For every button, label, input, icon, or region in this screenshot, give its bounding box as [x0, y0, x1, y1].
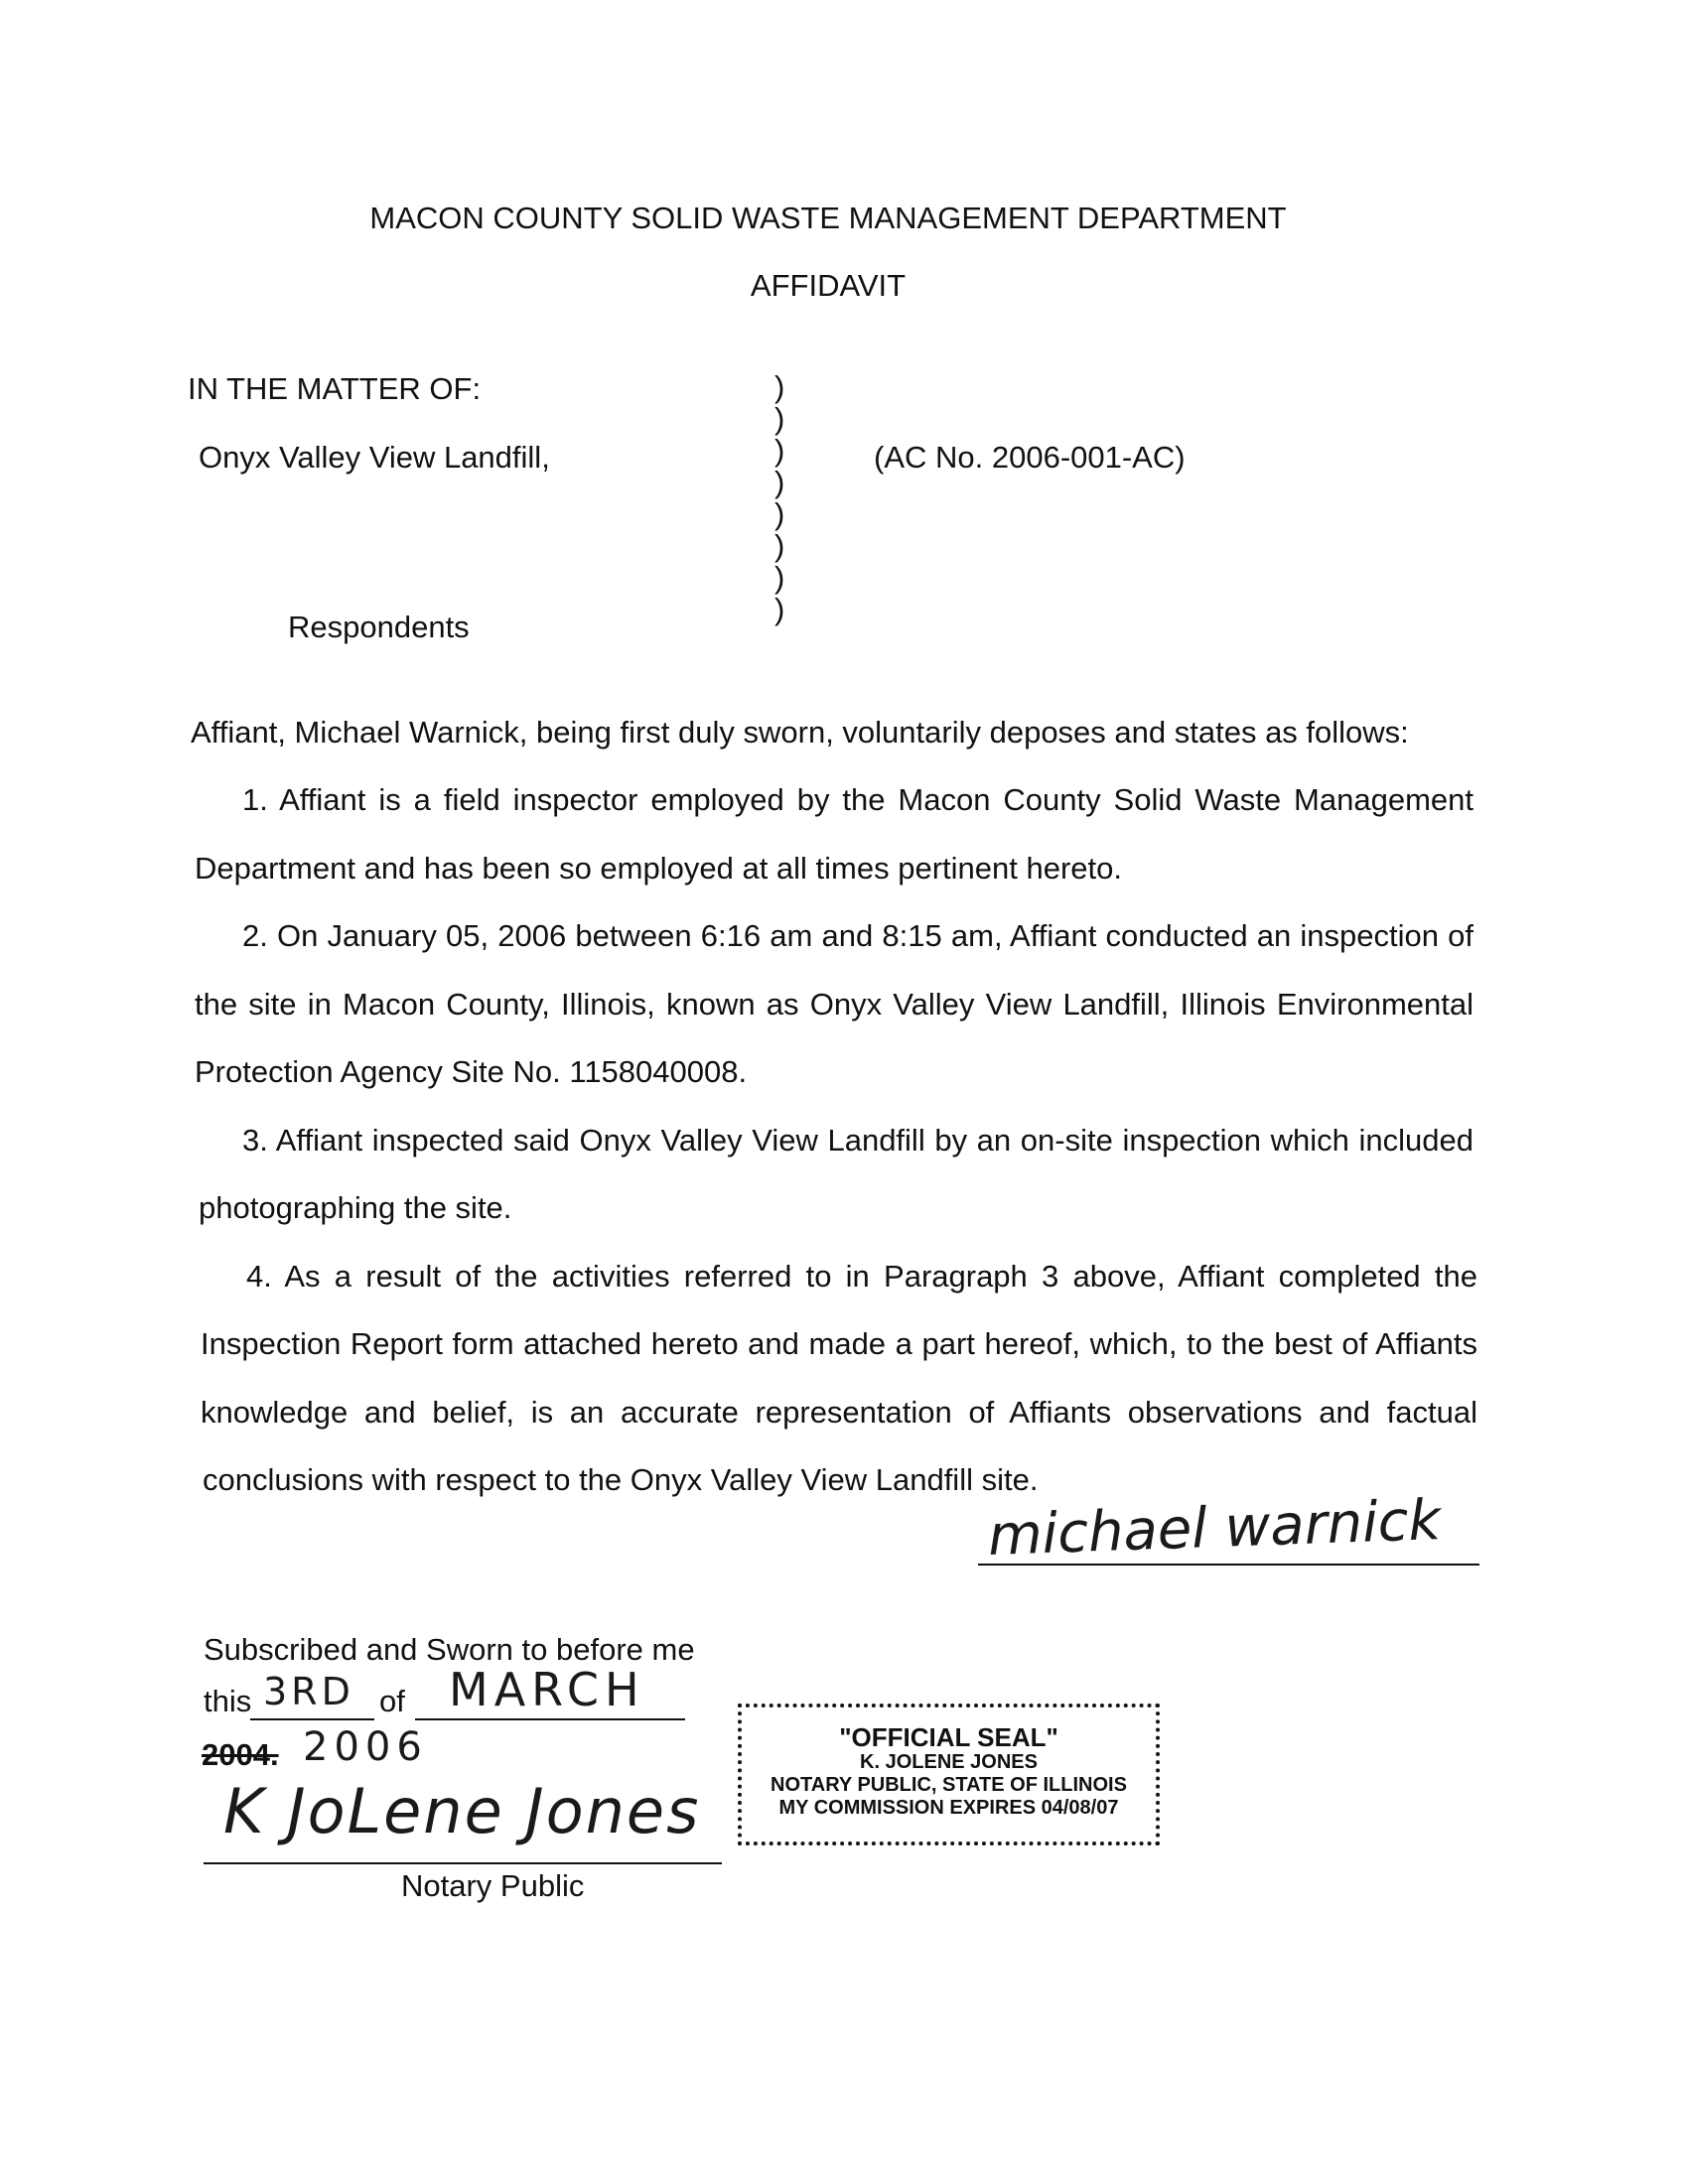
paragraph-4-line: conclusions with respect to the Onyx Valley View Landfill site.: [203, 1462, 1039, 1497]
month-handwritten: MARCH: [449, 1663, 645, 1716]
notary-signature-line: [204, 1862, 722, 1864]
matter-label: IN THE MATTER OF:: [188, 371, 482, 406]
of-label: of: [379, 1684, 405, 1718]
caption-paren: ): [774, 560, 785, 595]
respondent-name: Onyx Valley View Landfill,: [199, 440, 550, 475]
day-underline: [250, 1718, 374, 1720]
caption-paren: ): [774, 433, 785, 468]
paragraph-2-line: 2. On January 05, 2006 between 6:16 am and 8:15 am, Affiant conducted an inspection of: [242, 918, 1474, 953]
notary-public-label: Notary Public: [401, 1868, 585, 1903]
caption-paren: ): [774, 369, 785, 404]
affiant-signature: michael warnick: [986, 1488, 1442, 1569]
caption-paren: ): [774, 592, 785, 626]
case-number: (AC No. 2006-001-AC): [874, 440, 1186, 475]
paragraph-4-line: knowledge and belief, is an accurate representation of Affiants observations and factual: [201, 1395, 1477, 1430]
respondents-label: Respondents: [288, 610, 470, 644]
caption-paren: ): [774, 465, 785, 499]
paragraph-3-line: 3. Affiant inspected said Onyx Valley View Landfill by an on-site inspection which included: [242, 1123, 1474, 1158]
affiant-signature-line: [978, 1564, 1479, 1566]
sworn-statement: Subscribed and Sworn to before me: [204, 1632, 695, 1667]
year-handwritten: 2006: [303, 1724, 428, 1770]
notary-signature: K JoLene Jones: [223, 1775, 701, 1847]
paragraph-2-line: the site in Macon County, Illinois, known as Onyx Valley View Landfill, Illinois Environmental: [195, 987, 1474, 1022]
paragraph-4-line: 4. As a result of the activities referred to in Paragraph 3 above, Affiant completed the: [246, 1259, 1477, 1294]
year-printed-struck: 2004.: [202, 1737, 279, 1772]
intro-paragraph: Affiant, Michael Warnick, being first duly sworn, voluntarily deposes and states as follows:: [191, 715, 1409, 750]
month-underline: [415, 1718, 685, 1720]
this-label: this: [204, 1684, 252, 1718]
paragraph-1-line: 1. Affiant is a field inspector employed by the Macon County Solid Waste Management: [242, 782, 1474, 817]
seal-line-1: NOTARY PUBLIC, STATE OF ILLINOIS: [771, 1774, 1127, 1796]
document-title: AFFIDAVIT: [750, 268, 907, 303]
paragraph-3-line: photographing the site.: [199, 1190, 512, 1225]
caption-paren: ): [774, 496, 785, 531]
notary-seal: [738, 1704, 1160, 1845]
day-handwritten: 3RD: [263, 1670, 354, 1713]
seal-title: "OFFICIAL SEAL": [839, 1722, 1058, 1752]
caption-paren: ): [774, 401, 785, 436]
paragraph-1-line: Department and has been so employed at all times pertinent hereto.: [195, 851, 1122, 886]
department-heading: MACON COUNTY SOLID WASTE MANAGEMENT DEPARTMENT: [369, 201, 1287, 235]
seal-name: K. JOLENE JONES: [860, 1751, 1038, 1773]
caption-parentheses: [774, 371, 784, 625]
seal-line-2: MY COMMISSION EXPIRES 04/08/07: [778, 1797, 1119, 1819]
paragraph-4-line: Inspection Report form attached hereto and made a part hereof, which, to the best of Affiants: [201, 1326, 1477, 1361]
paragraph-2-line: Protection Agency Site No. 1158040008.: [195, 1054, 748, 1089]
caption-paren: ): [774, 528, 785, 563]
